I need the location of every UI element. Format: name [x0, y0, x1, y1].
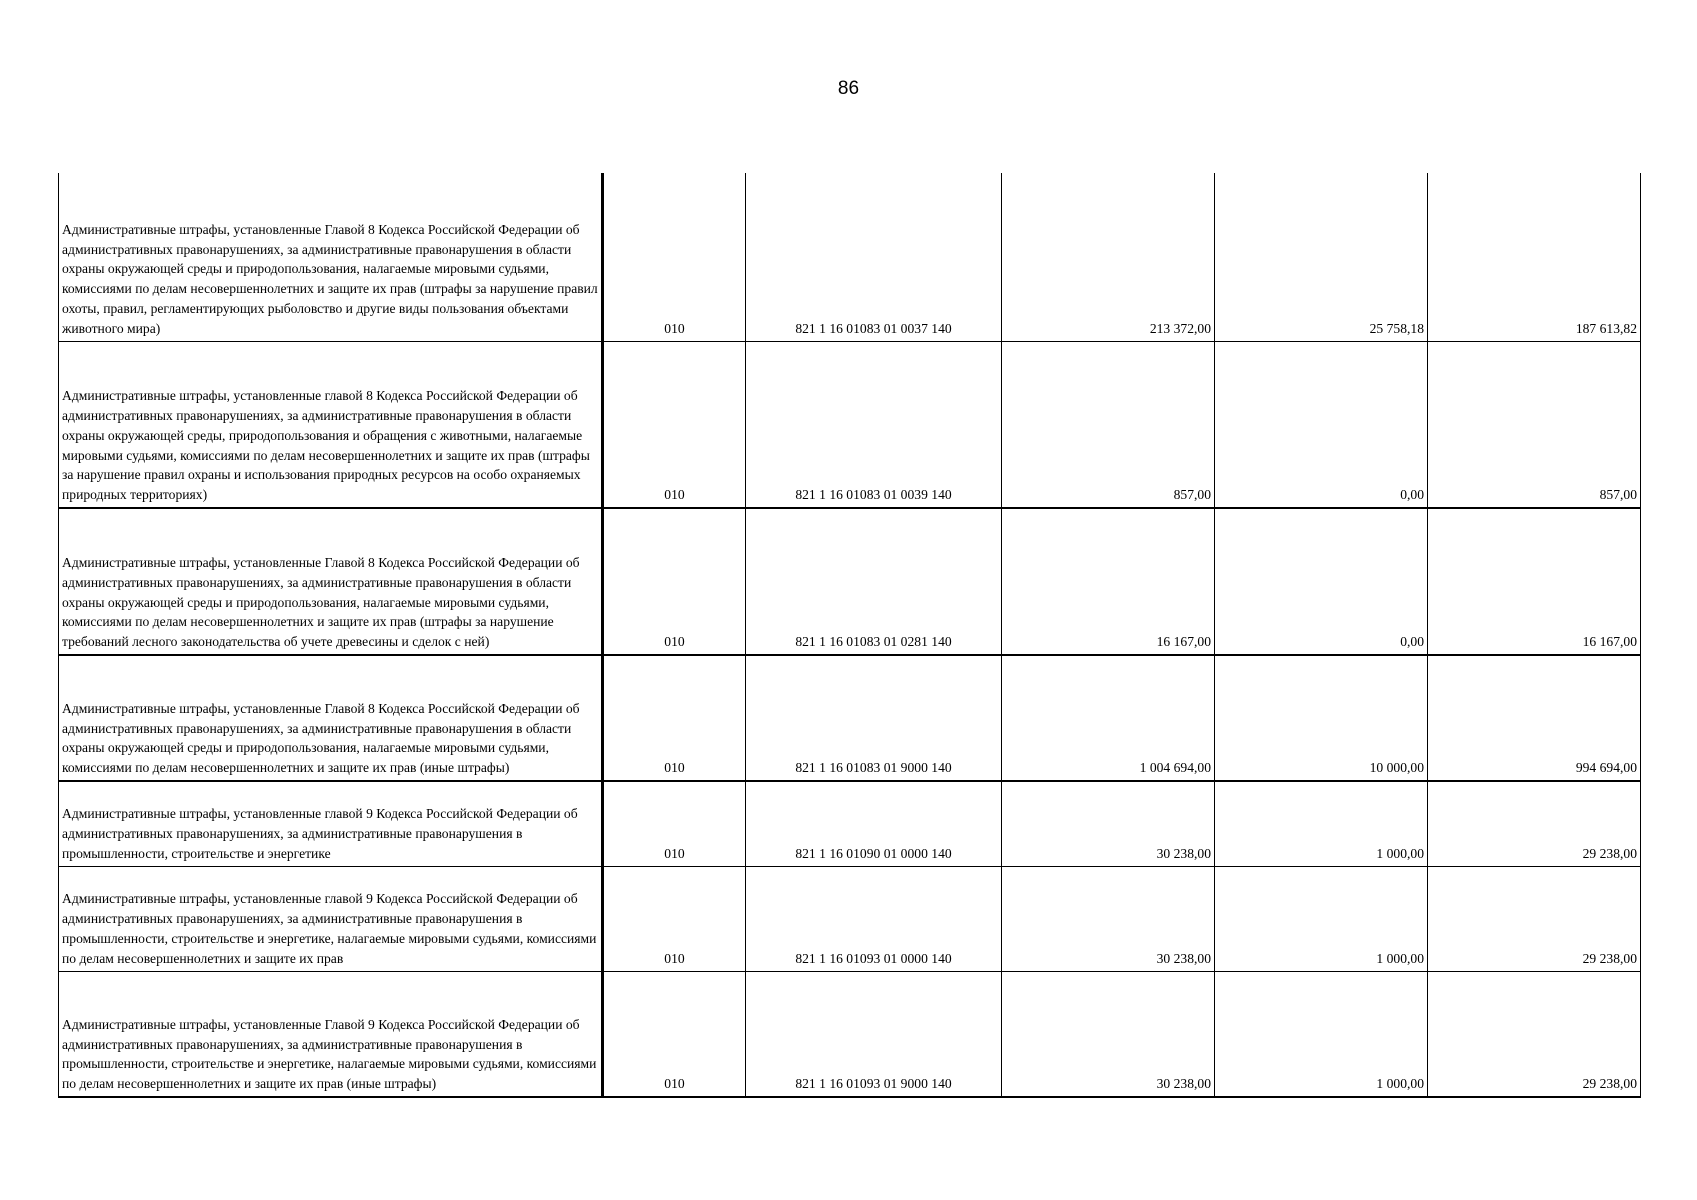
- row-budget-code: 821 1 16 01093 01 9000 140: [746, 971, 1002, 1097]
- row-line-code: 010: [603, 866, 746, 971]
- row-approved-amount: 213 372,00: [1002, 173, 1215, 341]
- row-budget-code: 821 1 16 01090 01 0000 140: [746, 781, 1002, 866]
- row-approved-amount: 30 238,00: [1002, 866, 1215, 971]
- row-line-code: 010: [603, 781, 746, 866]
- row-description: Административные штрафы, установленные Главой 8 Кодекса Российской Федерации об административных правонарушениях, за административные правонарушения в области охраны окружающей среды и природопользования, налагаемые мировыми судьями, комиссиями по делам несовершеннолетних и защите их прав (штрафы за нарушение требований лесного законодательства об учете древесины и сделок с ней): [59, 508, 603, 655]
- row-budget-code: 821 1 16 01083 01 0037 140: [746, 173, 1002, 341]
- row-executed-amount: 0,00: [1215, 508, 1428, 655]
- row-unexecuted-amount: 29 238,00: [1428, 866, 1641, 971]
- row-executed-amount: 0,00: [1215, 341, 1428, 508]
- row-line-code: 010: [603, 508, 746, 655]
- row-line-code: 010: [603, 341, 746, 508]
- row-executed-amount: 1 000,00: [1215, 866, 1428, 971]
- row-executed-amount: 1 000,00: [1215, 781, 1428, 866]
- row-description: Административные штрафы, установленные главой 9 Кодекса Российской Федерации об административных правонарушениях, за административные правонарушения в промышленности, строительстве и энергетике, налагаемые мировыми судьями, комиссиями по делам несовершеннолетних и защите их прав: [59, 866, 603, 971]
- row-description: Административные штрафы, установленные Главой 8 Кодекса Российской Федерации об административных правонарушениях, за административные правонарушения в области охраны окружающей среды и природопользования, налагаемые мировыми судьями, комиссиями по делам несовершеннолетних и защите их прав (штрафы за нарушение правил охоты, правил, регламентирующих рыболовство и другие виды пользования объектами животного мира): [59, 173, 603, 341]
- row-executed-amount: 25 758,18: [1215, 173, 1428, 341]
- row-budget-code: 821 1 16 01083 01 0039 140: [746, 341, 1002, 508]
- row-budget-code: 821 1 16 01083 01 0281 140: [746, 508, 1002, 655]
- row-unexecuted-amount: 994 694,00: [1428, 655, 1641, 781]
- table-row: [59, 971, 1641, 1097]
- row-approved-amount: 16 167,00: [1002, 508, 1215, 655]
- row-line-code: 010: [603, 173, 746, 341]
- row-approved-amount: 30 238,00: [1002, 971, 1215, 1097]
- row-approved-amount: 857,00: [1002, 341, 1215, 508]
- revenue-table: [58, 173, 1641, 1098]
- table-row: [59, 781, 1641, 866]
- page-number: 86: [837, 78, 860, 99]
- table-row: [59, 508, 1641, 655]
- row-executed-amount: 10 000,00: [1215, 655, 1428, 781]
- row-description: Административные штрафы, установленные главой 8 Кодекса Российской Федерации об административных правонарушениях, за административные правонарушения в области охраны окружающей среды, природопользования и обращения с животными, налагаемые мировыми судьями, комиссиями по делам несовершеннолетних и защите их прав (штрафы за нарушение правил охраны и использования природных ресурсов на особо охраняемых природных территориях): [59, 341, 603, 508]
- table-row: [59, 341, 1641, 508]
- row-approved-amount: 1 004 694,00: [1002, 655, 1215, 781]
- row-unexecuted-amount: 16 167,00: [1428, 508, 1641, 655]
- row-line-code: 010: [603, 971, 746, 1097]
- row-budget-code: 821 1 16 01093 01 0000 140: [746, 866, 1002, 971]
- row-unexecuted-amount: 857,00: [1428, 341, 1641, 508]
- table-row: [59, 173, 1641, 341]
- table-row: [59, 866, 1641, 971]
- row-line-code: 010: [603, 655, 746, 781]
- row-description: Административные штрафы, установленные Главой 8 Кодекса Российской Федерации об административных правонарушениях, за административные правонарушения в области охраны окружающей среды и природопользования, налагаемые мировыми судьями, комиссиями по делам несовершеннолетних и защите их прав (иные штрафы): [59, 655, 603, 781]
- row-executed-amount: 1 000,00: [1215, 971, 1428, 1097]
- row-description: Административные штрафы, установленные главой 9 Кодекса Российской Федерации об административных правонарушениях, за административные правонарушения в промышленности, строительстве и энергетике: [59, 781, 603, 866]
- row-unexecuted-amount: 29 238,00: [1428, 971, 1641, 1097]
- row-unexecuted-amount: 187 613,82: [1428, 173, 1641, 341]
- row-unexecuted-amount: 29 238,00: [1428, 781, 1641, 866]
- row-budget-code: 821 1 16 01083 01 9000 140: [746, 655, 1002, 781]
- row-approved-amount: 30 238,00: [1002, 781, 1215, 866]
- table-row: [59, 655, 1641, 781]
- row-description: Административные штрафы, установленные Главой 9 Кодекса Российской Федерации об административных правонарушениях, за административные правонарушения в промышленности, строительстве и энергетике, налагаемые мировыми судьями, комиссиями по делам несовершеннолетних и защите их прав (иные штрафы): [59, 971, 603, 1097]
